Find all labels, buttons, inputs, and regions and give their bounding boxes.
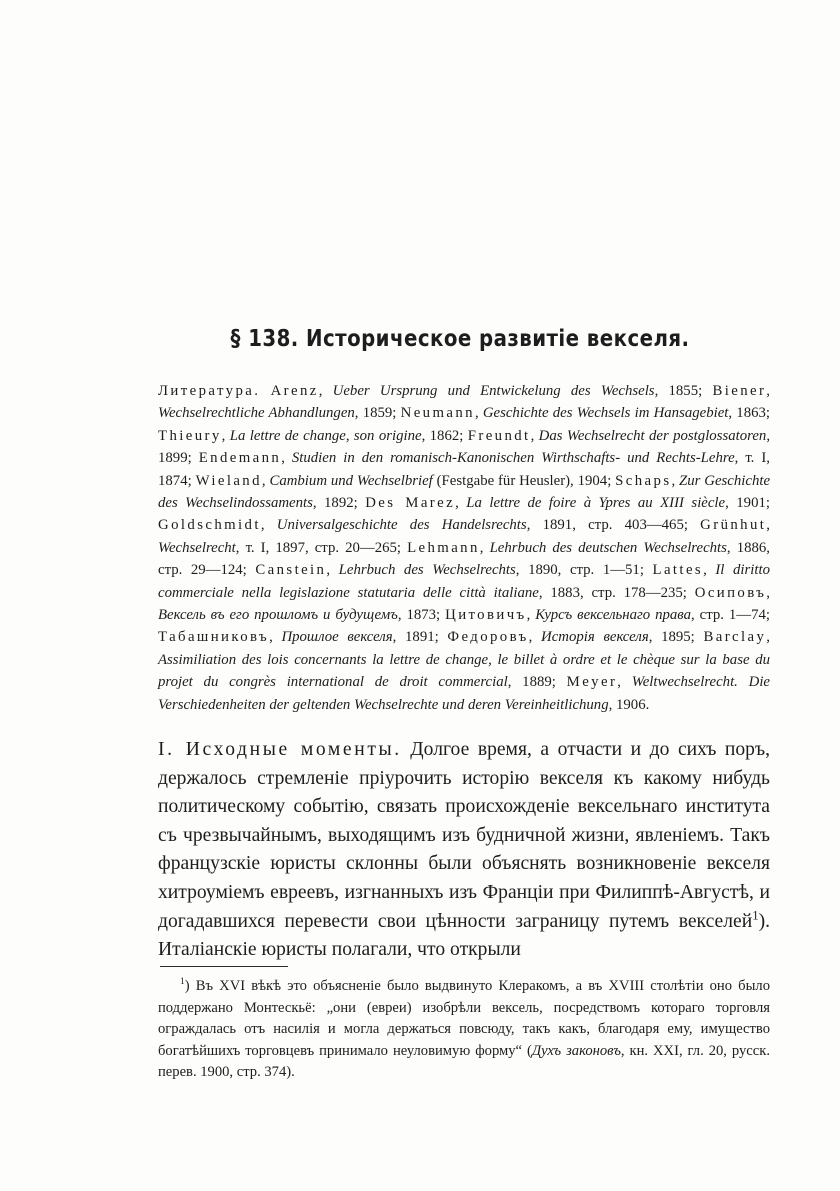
entry-title: Das Wechselrecht der postglossatoren [538,427,767,444]
literature-entry: Meyer, Weltwechselrecht. Die Verschiedenheiten der geltenden Wechselrechte und deren Vereinheitlichung, 1906. [158,674,771,713]
entry-title: Wechselrechtliche Abhandlungen [158,405,355,422]
entry-details: , 1886, стр. 29—124; [158,539,770,579]
literature-entry: Goldschmidt, Universalgeschichte des Handelsrechts, 1891, стр. 403—465; [158,517,701,534]
entry-author: Goldschmidt [158,517,261,534]
entry-author: Осиповъ [694,584,767,601]
entry-details: , 1899; [158,427,771,467]
literature-block [158,380,770,716]
entry-title: Geschichte des Wechsels im Hansagebiet [482,405,729,422]
body-paragraph [158,736,770,965]
entry-details: , 1892; [312,495,366,512]
entry-author: Lattes [652,562,704,579]
literature-entry: Biener, Wechselrechtliche Abhandlungen, 1859; [158,383,770,422]
footnote-mark: 1 [180,977,185,988]
entry-author: Grünhut [700,517,767,534]
literature-entry: Цитовичъ, Курсъ вексельнаго права, стр. 1—74; [445,607,770,624]
literature-entry: Des Marez, La lettre de foire à Ypres au XIII siècle, 1901; [365,495,770,512]
entry-author: Biener [712,383,767,399]
entry-title: Wechselrecht [158,539,236,556]
literature-entry: Lattes, Il diritto commerciale nella legislazione statutaria delle città italiane, 1883, стр. 178—235; [158,562,770,601]
entry-details: , 1895; [648,629,704,646]
literature-entry: Endemann, Studien in den romanisch-Kanonischen Wirthschafts- und Rechts-Lehre, т. I, 1874; [158,450,770,489]
entry-title: Исторія векселя [541,629,649,646]
entry-details: , 1855; [654,383,713,399]
entry-details: , 1863; [728,405,770,422]
footnote-source-rest: , кн. XXI, гл. 20, русск. перев. 1900, стр. 374). [158,1042,770,1081]
footnote-divider [160,966,288,967]
literature-entry: Freundt, Das Wechselrecht der postglossatoren, 1899; [158,427,771,467]
footnote-source-title: Духъ законовъ [531,1042,621,1059]
literature-label: Литература. [158,383,261,399]
entry-title: Курсъ вексельнаго права [535,607,692,624]
entry-author: Endemann [198,450,282,467]
entry-author: Schaps [615,472,672,489]
literature-entry: Табашниковъ, Прошлое векселя, 1891; [158,629,448,646]
literature-entry: Canstein, Lehrbuch des Wechselrechts, 1890, стр. 1—51; [255,562,653,579]
entry-author: Meyer [566,674,618,691]
entry-author: Barclay [703,629,767,646]
entry-title: Прошлое векселя [281,629,393,646]
footnote-reference[interactable]: 1 [752,908,759,923]
entry-author: Freundt [467,427,531,444]
entry-author: Wieland [195,472,262,489]
entry-details: , 1883, стр. 178—235; [538,584,695,601]
entry-details: , 1901; [725,495,770,512]
entry-title: Universalgeschichte des Handelsrechts [276,517,527,534]
entry-title: Weltwechselrecht. Die Verschiedenheiten der geltenden Wechselrechte und deren Vereinheitlichung [158,674,771,713]
literature-entries [158,383,770,713]
literature-entry: Осиповъ, Вексель въ его прошломъ и будущемъ, 1873; [158,584,770,624]
literature-entry: Schaps, Zur Geschichte des Wechselindossaments, 1892; [158,472,771,512]
body-text-continued: ). Италіанскіе юристы полагали, что открыли [158,910,770,961]
footnote-paragraph [158,976,770,1084]
entry-title: Вексель въ его прошломъ и будущемъ [158,607,398,624]
entry-details: , 1891, стр. 403—465; [526,517,701,534]
literature-entry: Lehmann, Lehrbuch des deutschen Wechselrechts, 1886, стр. 29—124; [158,539,770,579]
entry-author: Цитовичъ [445,607,527,624]
entry-title: Assimiliation des lois concernants la lettre de change, le billet à ordre et le chèque sur la base du projet du congrès international de droit commercial [158,651,770,691]
main-text [158,736,770,965]
literature-entry: Barclay, Assimiliation des lois concernants la lettre de change, le billet à ordre et le chèque sur la base du projet du congrès international de droit commercial, 1889; [158,629,770,691]
entry-title: La lettre de foire à Ypres au XIII siècle [466,495,726,512]
entry-title: Studien in den romanisch-Kanonischen Wirthschafts- und Rechts-Lehre [291,450,735,467]
entry-title: Lehrbuch des deutschen Wechselrechts [489,539,727,556]
entry-author: Lehmann [407,539,480,556]
entry-title: Lehrbuch des Wechselrechts [338,562,516,579]
literature-entry: Thieury, La lettre de change, son origine, 1862; [158,427,468,444]
section-heading: § 138. Историческое развитіе векселя. [230,326,690,352]
entry-author: Табашниковъ [158,629,270,646]
subsection-title: I. Исходные моменты. [158,739,402,760]
entry-author: Canstein [255,562,327,579]
footnote [158,976,770,1084]
footnote-text: ) Въ XVI вѣкѣ это объясненіе было выдвинуто Клеракомъ, а въ XVIII столѣтіи оно было поддержано Монтескьё: „они (евреи) изобрѣли вексель, посредствомъ котораго торговля ограждалась отъ насилія и могла держаться повсюду, такъ какъ, благодаря ему, имущество богатѣйшихъ торговцевъ принимало неуловимую форму“ ( [158,978,770,1059]
entry-details: , т. I, 1897, стр. 20—265; [235,539,408,556]
entry-title: Il diritto commerciale nella legislazione statutaria delle città italiane [158,562,770,601]
entry-details: , 1906. [608,696,650,713]
entry-details: , стр. 1—74; [691,607,770,624]
entry-author: Arenz [270,383,319,399]
entry-details: , 1889; [507,674,567,691]
entry-title: Cambium und Wechselbrief [269,472,433,489]
literature-entry: Федоровъ, Исторія векселя, 1895; [447,629,704,646]
entry-title: La lettre de change, son origine [229,427,422,444]
entry-author: Des Marez [365,495,456,512]
entry-details: , 1890, стр. 1—51; [515,562,653,579]
literature-paragraph [158,380,770,716]
literature-entry: Grünhut, Wechselrecht, т. I, 1897, стр. 20—265; [158,517,770,556]
entry-author: Федоровъ [447,629,529,646]
entry-details: , 1859; [354,405,401,422]
entry-details: , 1873; [397,607,446,624]
entry-author: Thieury [158,427,222,444]
literature-entry: Wieland, Cambium und Wechselbrief (Festgabe für Heusler), 1904; [195,472,616,489]
literature-entry: Arenz, Ueber Ursprung und Entwickelung des Wechsels, 1855; [270,383,713,399]
entry-details: , 1862; [421,427,468,444]
entry-details: (Festgabe für Heusler), 1904; [432,472,616,489]
entry-author: Neumann [400,405,475,422]
literature-entry: Neumann, Geschichte des Wechsels im Hansagebiet, 1863; [400,405,770,422]
entry-details: , 1891; [392,629,448,646]
entry-details: , т. I, 1874; [158,450,770,489]
entry-title: Zur Geschichte des Wechselindossaments [158,472,771,512]
entry-title: Ueber Ursprung und Entwickelung des Wechsels [332,383,655,399]
body-text: Долгое время, а отчасти и до сихъ поръ, держалось стремленіе пріурочить исторію векселя къ какому нибудь политическому событію, связать происхожденіе вексельнаго института съ чрезвычайнымъ, выходящимъ изъ будничной жизни, явленіемъ. Такъ французскіе юристы склонны были объяснять возникновеніе векселя хитроуміемъ евреевъ, изгнанныхъ изъ Франціи при Филиппѣ-Августѣ, и догадавшихся перевести свои цѣнности заграницу путемъ векселей [158,739,770,932]
